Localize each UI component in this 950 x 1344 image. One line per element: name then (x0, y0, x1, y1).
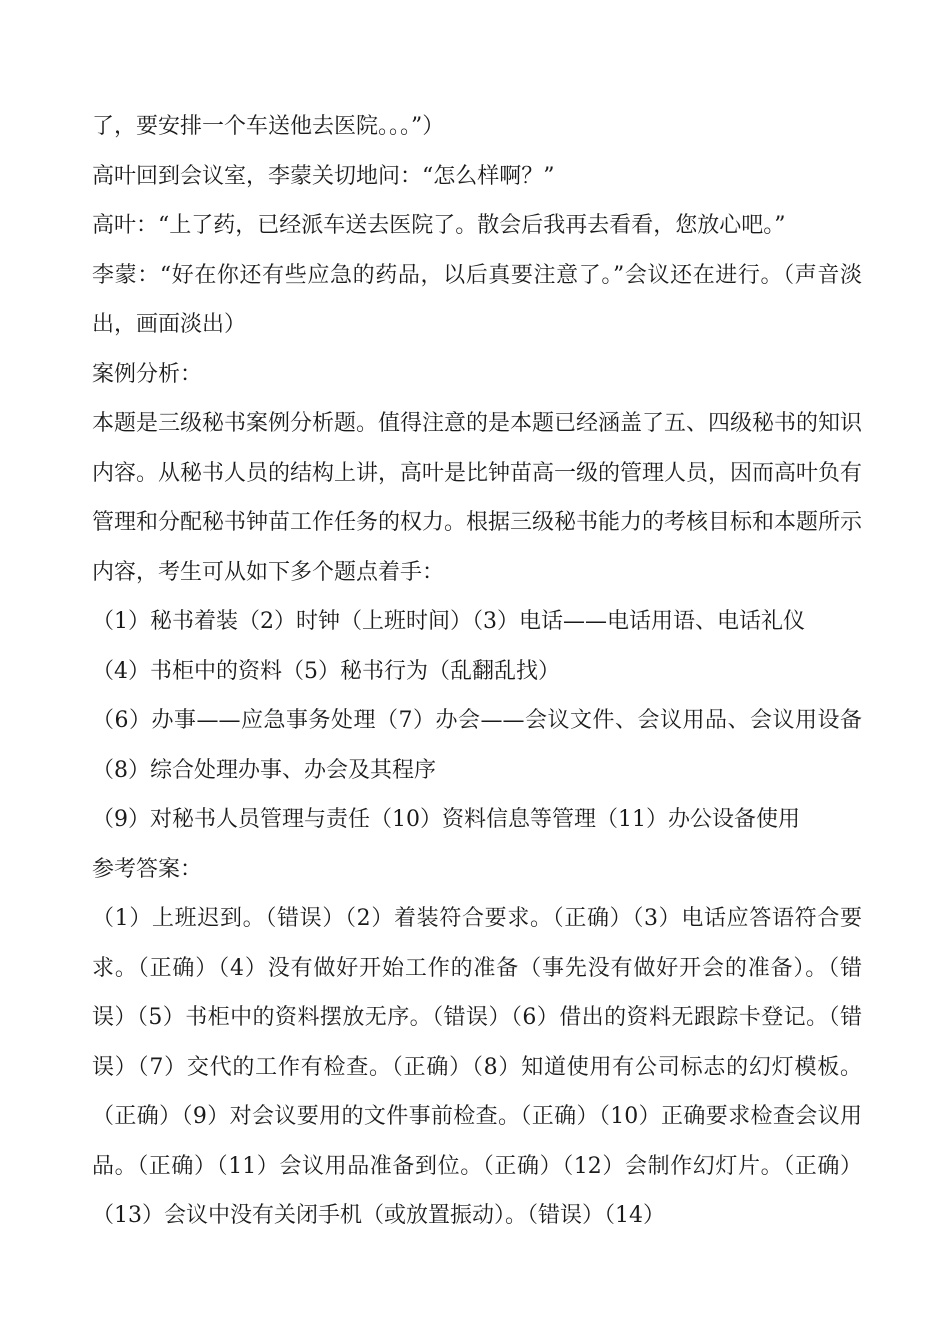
paragraph-analysis: 本题是三级秘书案例分析题。值得注意的是本题已经涵盖了五、四级秘书的知识内容。从秘书人员的结构上讲，高叶是比钟苗高一级的管理人员，因而高叶负有管理和分配秘书钟苗工作任务的权力。根据三级秘书能力的考核目标和本题所示内容，考生可从如下多个题点着手： (92, 411, 863, 585)
list-line-4: （9）对秘书人员管理与责任（10）资料信息等管理（11）办公设备使用 (92, 807, 800, 832)
list-line-1: （1）秘书着装（2）时钟（上班时间）（3）电话——电话用语、电话礼仪 (92, 609, 805, 634)
paragraph-answers: （1）上班迟到。（错误）（2）着装符合要求。（正确）（3）电话应答语符合要求。（正确）（4）没有做好开始工作的准备（事先没有做好开会的准备）。（错误）（5）书柜中的资料摆放无序。（错误）（6）借出的资料无跟踪卡登记。（错误）（7）交代的工作有检查。（正确）（8）知道使用有公司标志的幻灯模板。（正确）（9）对会议要用的文件事前检查。（正确）（10）正确要求检查会议用品。（正确）（11）会议用品准备到位。（正确）（12）会制作幻灯片。（正确）（13）会议中没有关闭手机（或放置振动）。（错误）（14） (92, 906, 862, 1228)
section-heading-reference-answer: 参考答案： (92, 856, 203, 882)
paragraph-1: 了，要安排一个车送他去医院。。。”） (92, 114, 445, 139)
paragraph-3: 高叶：“上了药，已经派车送去医院了。散会后我再去看看，您放心吧。” (92, 213, 786, 238)
paragraph-2: 高叶回到会议室，李蒙关切地问：“怎么样啊？” (92, 163, 555, 189)
paragraph-4: 李蒙：“好在你还有些应急的药品，以后真要注意了。”会议还在进行。（声音淡出，画面淡出） (92, 262, 862, 337)
list-line-2: （4）书柜中的资料（5）秘书行为（乱翻乱找） (92, 658, 560, 684)
document-body (92, 102, 862, 1241)
list-line-3: （6）办事——应急事务处理（7）办会——会议文件、会议用品、会议用设备（8）综合处理办事、办会及其程序 (92, 708, 862, 783)
section-heading-case-analysis: 案例分析： (92, 361, 203, 387)
